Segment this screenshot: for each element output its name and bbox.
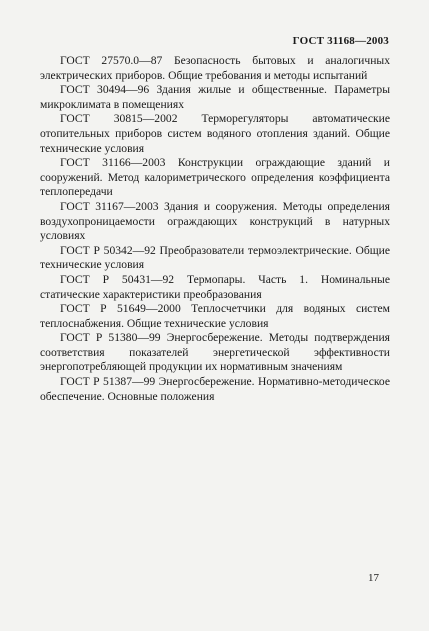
reference-item: ГОСТ Р 51387—99 Энергосбережение. Нормативно-методическое обеспечение. Основные положения: [40, 375, 390, 403]
reference-item: ГОСТ Р 50342—92 Преобразователи термоэлектрические. Общие технические условия: [40, 243, 390, 272]
reference-item: ГОСТ 27570.0—87 Безопасность бытовых и аналогичных электрических приборов. Общие требования и методы испытаний: [40, 54, 390, 82]
reference-item: ГОСТ 31166—2003 Конструкции ограждающие зданий и сооружений. Метод калориметрического определения коэффициента теплопередачи: [40, 156, 390, 199]
page-header-standard-id: ГОСТ 31168—2003: [292, 35, 389, 47]
references-list: [40, 54, 390, 404]
reference-item: ГОСТ 30494—96 Здания жилые и общественные. Параметры микроклимата в помещениях: [40, 83, 390, 111]
reference-item: ГОСТ 30815—2002 Терморегуляторы автоматические отопительных приборов систем водяного отопления зданий. Общие технические условия: [40, 112, 390, 155]
reference-item: ГОСТ Р 51380—99 Энергосбережение. Методы подтверждения соответствия показателей энергетической эффективности энергопотребляющей продукции их нормативным значениям: [40, 331, 390, 374]
reference-item: ГОСТ 31167—2003 Здания и сооружения. Методы определения воздухопроницаемости ограждающих конструкций в натурных условиях: [40, 199, 390, 243]
reference-item: ГОСТ Р 50431—92 Термопары. Часть 1. Номинальные статические характеристики преобразования: [40, 272, 390, 301]
reference-item: ГОСТ Р 51649—2000 Теплосчетчики для водяных систем теплоснабжения. Общие технические условия: [40, 302, 390, 330]
page-number: 17: [368, 572, 379, 584]
